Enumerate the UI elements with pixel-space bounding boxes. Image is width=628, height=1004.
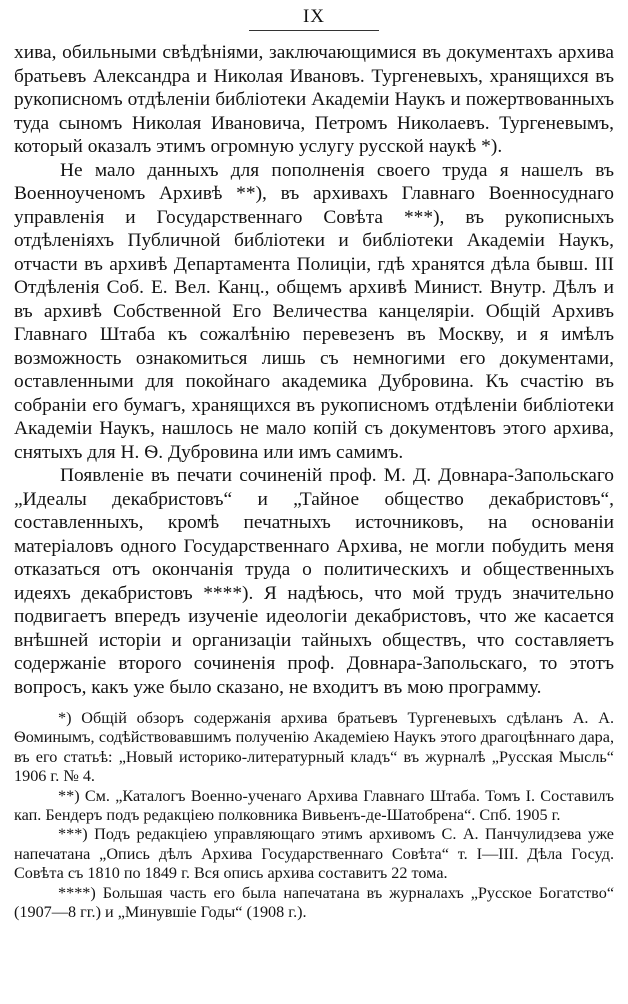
paragraph-2: Не мало данныхъ для пополненія своего труда я нашелъ въ Военноученомъ Архивѣ **), въ архивахъ Главнаго Военносуднаго управленія и Государственнаго Совѣта ***), въ рукописныхъ отдѣленіяхъ Публичной библіотеки и библіотеки Академіи Наукъ, отчасти въ архивѣ Департамента Полиціи, гдѣ хранятся дѣла бывш. III Отдѣленія Соб. Е. Вел. Канц., общемъ архивѣ Минист. Внутр. Дѣлъ и въ архивѣ Собственной Его Величества канцеляріи. Общій Архивъ Главнаго Штаба къ сожалѣнію перевезенъ въ Москву, и я имѣлъ возможность ознакомиться лишь съ немногими его документами, оставленными для покойнаго академика Дубровина. Къ счастію въ собраніи его бумагъ, хранящихся въ рукописномъ отдѣленіи библіотеки Академіи Наукъ, нашлось не мало копій съ документовъ этого архива, снятыхъ для Н. Ѳ. Дубровина или имъ самимъ. bbox=[14, 159, 614, 463]
footnote-4: ****) Большая часть его была напечатана въ журналахъ „Русское Богатство“ (1907—8 гг.) и „Минувшіе Годы“ (1908 г.). bbox=[14, 883, 614, 922]
footnote-2: **) См. „Каталогъ Военно-ученаго Архива Главнаго Штаба. Томъ I. Составилъ кап. Бендеръ подъ редакціею полковника Вивьенъ-де-Шатобрена“. Спб. 1905 г. bbox=[14, 786, 614, 825]
header-rule bbox=[249, 30, 379, 31]
main-text bbox=[14, 41, 614, 699]
paragraph-3: Появленіе въ печати сочиненій проф. М. Д. Довнара-Запольскаго „Идеалы декабристовъ“ и „Тайное общество декабристовъ“, составленныхъ, кромѣ печатныхъ источниковъ, на основаніи матеріаловъ одного Государственнаго Архива, не могли побудить меня отказаться отъ окончанія труда о политическихъ и общественныхъ идеяхъ декабристовъ ****). Я надѣюсь, что мой трудъ значительно подвигаетъ впередъ изученіе идеологіи декабристовъ, что же касается внѣшней исторіи и организаціи тайныхъ обществъ, что составляетъ содержаніе второго сочиненія проф. Довнара-Запольскаго, то этотъ вопросъ, какъ уже было сказано, не входитъ въ мою программу. bbox=[14, 465, 614, 698]
footnotes bbox=[14, 709, 614, 922]
footnote-separator bbox=[14, 699, 614, 709]
page-number: IX bbox=[302, 6, 326, 27]
footnote-3: ***) Подъ редакціею управляющаго этимъ архивомъ С. А. Панчулидзева уже напечатана „Опись дѣлъ Архива Государственнаго Совѣта“ т. I—III. Дѣла Госуд. Совѣта съ 1810 по 1849 г. Вся опись архива составитъ 22 тома. bbox=[14, 825, 614, 883]
footnote-1: *) Общій обзоръ содержанія архива братьевъ Тургеневыхъ сдѣланъ А. А. Ѳоминымъ, содѣйствовавшимъ полученію Академіею Наукъ этого драгоцѣннаго дара, въ его статьѣ: „Новый историко-литературный кладъ“ въ журналѣ „Русская Мысль“ 1906 г. № 4. bbox=[14, 709, 614, 786]
paragraph-1: хива, обильными свѣдѣніями, заключающимися въ документахъ архива братьевъ Александра и Николая Ивановъ. Тургеневыхъ, хранящихся въ рукописномъ отдѣленіи библіотеки Академіи Наукъ и пожертвованныхъ туда сыномъ Николая Ивановича, Петромъ Николаевъ. Тургеневымъ, который оказалъ этимъ огромную услугу русской наукѣ *). bbox=[14, 42, 614, 157]
